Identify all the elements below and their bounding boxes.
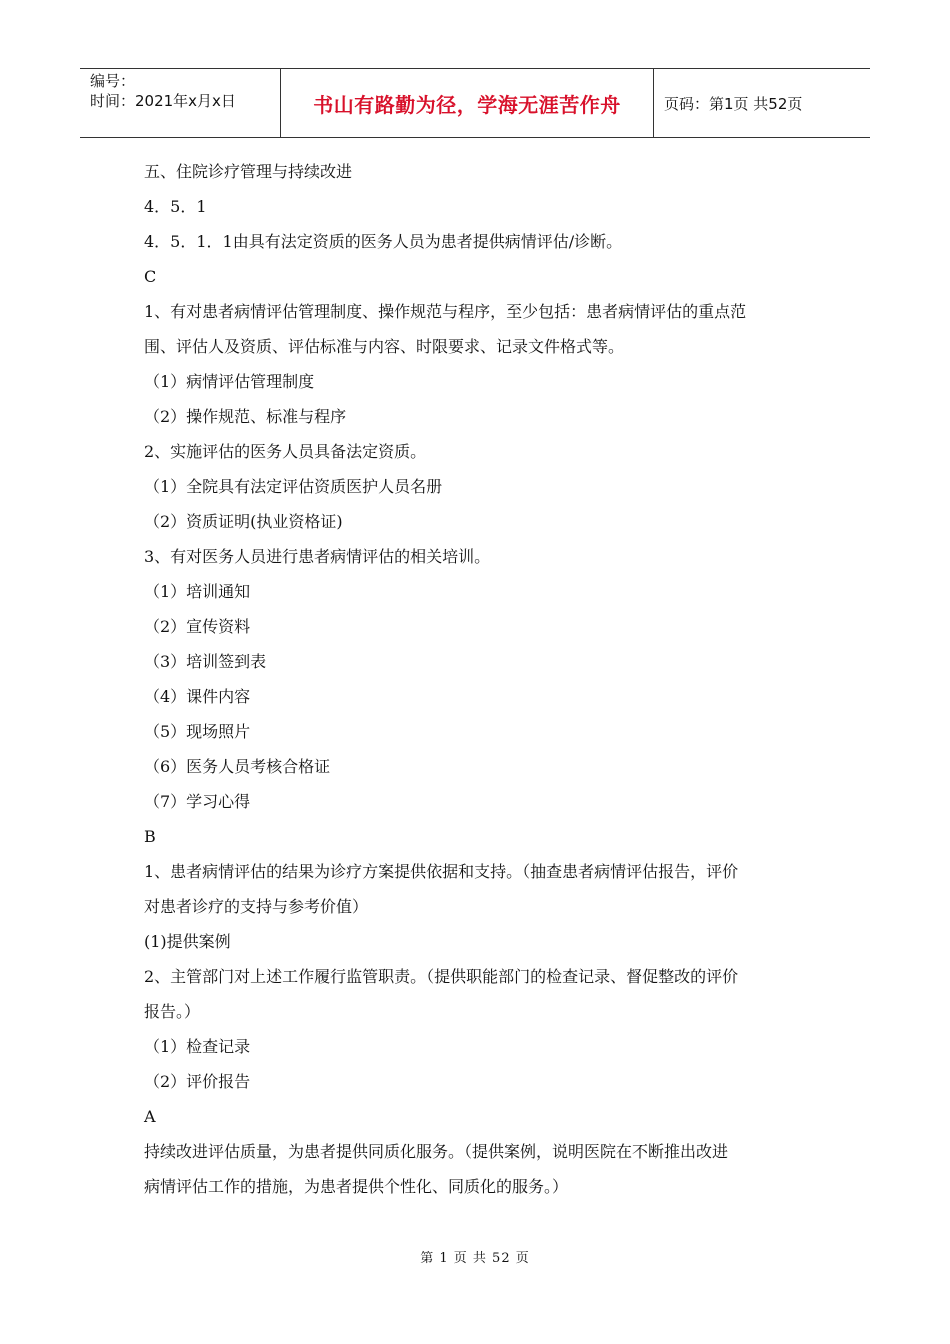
header-meta (80, 69, 281, 137)
list-item: （2）评价报告 (144, 1072, 251, 1091)
list-item: （1）培训通知 (144, 582, 251, 601)
document-number-label: 编号： (90, 72, 136, 90)
list-item: （7）学习心得 (144, 792, 251, 811)
list-item: （2）资质证明(执业资格证) (144, 512, 343, 531)
body-line: 持续改进评估质量，为患者提供同质化服务。（提供案例，说明医院在不断推出改进 (144, 1142, 729, 1161)
list-item: （3）培训签到表 (144, 652, 267, 671)
list-item: （2）宣传资料 (144, 617, 251, 636)
list-item: （5）现场照片 (144, 722, 251, 741)
list-item: （4）课件内容 (144, 687, 251, 706)
header-page-info: 页码：第1页 共52页 (664, 94, 803, 113)
grade-label-b: B (144, 827, 156, 846)
document-body (144, 154, 824, 1204)
body-line: 围、评估人及资质、评估标准与内容、时限要求、记录文件格式等。 (144, 337, 625, 356)
body-line: 2、实施评估的医务人员具备法定资质。 (144, 442, 427, 461)
list-item: （1）全院具有法定评估资质医护人员名册 (144, 477, 443, 496)
section-title: 五、住院诊疗管理与持续改进 (144, 162, 353, 181)
list-item: （2）操作规范、标准与程序 (144, 407, 347, 426)
list-item: （1）检查记录 (144, 1037, 251, 1056)
list-item: (1)提供案例 (144, 932, 231, 951)
body-line: 报告。） (144, 1002, 201, 1021)
page-footer: 第 1 页 共 52 页 (420, 1251, 530, 1266)
body-line: 1、有对患者病情评估管理制度、操作规范与程序，至少包括：患者病情评估的重点范 (144, 302, 747, 321)
body-line: 对患者诊疗的支持与参考价值） (144, 897, 369, 916)
body-line: 2、主管部门对上述工作履行监管职责。（提供职能部门的检查记录、督促整改的评价 (144, 967, 739, 986)
list-item: （6）医务人员考核合格证 (144, 757, 331, 776)
list-item: （1）病情评估管理制度 (144, 372, 315, 391)
grade-label-c: C (144, 267, 157, 286)
body-line: 3、有对医务人员进行患者病情评估的相关培训。 (144, 547, 491, 566)
grade-label-a: A (144, 1107, 156, 1126)
body-line: 病情评估工作的措施，为患者提供个性化、同质化的服务。） (144, 1177, 569, 1196)
body-line: 1、患者病情评估的结果为诊疗方案提供依据和支持。（抽查患者病情评估报告，评价 (144, 862, 739, 881)
document-time-label: 时间：2021年x月x日 (90, 92, 236, 110)
header-motto: 书山有路勤为径，学海无涯苦作舟 (281, 69, 654, 137)
page-header (80, 68, 870, 138)
clause-heading: 4．5．1．1由具有法定资质的医务人员为患者提供病情评估/诊断。 (144, 232, 623, 251)
clause-number: 4．5．1 (144, 197, 207, 216)
